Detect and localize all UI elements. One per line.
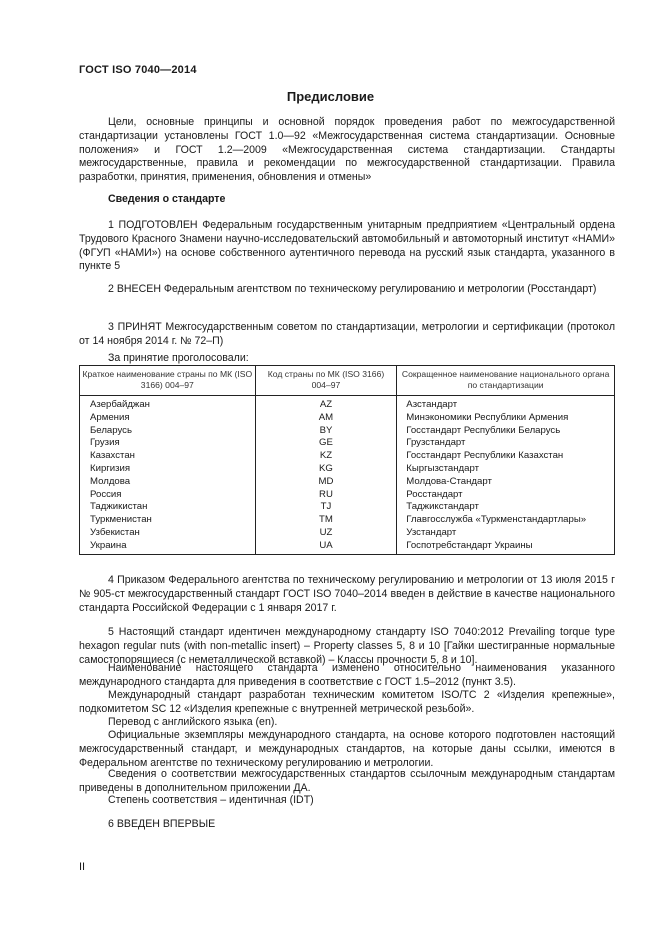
page-title: Предисловие: [286, 89, 375, 104]
column-header-country: Краткое наименование страны по МК (ISO 3166) 004–97: [80, 366, 256, 396]
cell-country: Грузия: [80, 437, 256, 450]
cell-body: Минэкономики Республики Армения: [397, 412, 615, 425]
table-row: [80, 527, 615, 540]
cell-country: Молдова: [80, 476, 256, 489]
cell-code: KG: [255, 463, 397, 476]
table-row: [80, 514, 615, 527]
table-row: [80, 540, 615, 554]
item-5-conformity-note: Сведения о соответствии межгосударственных стандартов ссылочным международным стандартам приведены в дополнительном приложении ДА.: [79, 768, 615, 794]
cell-code: KZ: [255, 450, 397, 463]
cell-body: Госстандарт Республики Казахстан: [397, 450, 615, 463]
item-4-paragraph: 4 Приказом Федерального агентства по техническому регулированию и метрологии от 13 июля 2015 г № 905-ст межгосударственный стандарт ГОСТ ISO 7040–2014 введен в действие в качестве национального стандарта Российской Федерации с 1 января 2017 г.: [79, 574, 615, 614]
item-5-degree-note: Степень соответствия – идентичная (IDT): [108, 794, 314, 806]
table-row: [80, 489, 615, 502]
table-row: [80, 501, 615, 514]
item-5-paragraph: 5 Настоящий стандарт идентичен международному стандарту ISO 7040:2012 Prevailing torque type hexagon regular nuts (with non-metallic insert) – Property classes 5, 8 и 10 [Гайки шестигранные нормальные самостопорящиеся (с неметаллической вставкой) – Классы прочности 5, 8 и 10].: [79, 626, 615, 666]
cell-country: Россия: [80, 489, 256, 502]
table-row: [80, 437, 615, 450]
cell-body: Азстандарт: [397, 396, 615, 412]
cell-code: MD: [255, 476, 397, 489]
item-2-paragraph: 2 ВНЕСЕН Федеральным агентством по техническому регулированию и метрологии (Росстандарт): [108, 283, 597, 295]
cell-body: Росстандарт: [397, 489, 615, 502]
cell-body: Грузстандарт: [397, 437, 615, 450]
cell-country: Казахстан: [80, 450, 256, 463]
document-header: ГОСТ ISO 7040—2014: [79, 64, 197, 76]
page-number: II: [79, 861, 86, 873]
cell-country: Киргизия: [80, 463, 256, 476]
cell-code: GE: [255, 437, 397, 450]
voted-label: За принятие проголосовали:: [108, 352, 249, 364]
cell-country: Узбекистан: [80, 527, 256, 540]
table-row: [80, 396, 615, 412]
intro-paragraph: Цели, основные принципы и основной порядок проведения работ по межгосударственной стандартизации установлены ГОСТ 1.0—92 «Межгосударственная система стандартизации. Основные положения» и ГОСТ 1.2—2009 «Межгосударственная система стандартизации. Стандарты межгосударственные, правила и рекомендации по межгосударственной стандартизации. Правила разработки, принятия, применения, обновления и отмены»: [79, 116, 615, 184]
item-3-paragraph: 3 ПРИНЯТ Межгосударственным советом по стандартизации, метрологии и сертификации (протокол от 14 ноября 2014 г. № 72–П): [79, 321, 615, 347]
table-row: [80, 476, 615, 489]
cell-body: Кыргызстандарт: [397, 463, 615, 476]
cell-body: Молдова-Стандарт: [397, 476, 615, 489]
cell-country: Туркменистан: [80, 514, 256, 527]
cell-code: UA: [255, 540, 397, 554]
cell-body: Узстандарт: [397, 527, 615, 540]
voting-table: [79, 365, 615, 555]
cell-body: Главгосслужба «Туркменстандартлары»: [397, 514, 615, 527]
table-row: [80, 425, 615, 438]
column-header-code: Код страны по МК (ISO 3166) 004–97: [255, 366, 397, 396]
section-heading: Сведения о стандарте: [108, 193, 226, 205]
cell-body: Таджикстандарт: [397, 501, 615, 514]
cell-code: TM: [255, 514, 397, 527]
cell-code: AM: [255, 412, 397, 425]
cell-body: Госстандарт Республики Беларусь: [397, 425, 615, 438]
cell-code: UZ: [255, 527, 397, 540]
cell-country: Беларусь: [80, 425, 256, 438]
table-row: [80, 412, 615, 425]
cell-code: RU: [255, 489, 397, 502]
table-header-row: [80, 366, 615, 396]
table-row: [80, 463, 615, 476]
cell-country: Армения: [80, 412, 256, 425]
cell-country: Украина: [80, 540, 256, 554]
cell-body: Госпотребстандарт Украины: [397, 540, 615, 554]
item-5-official-copies-note: Официальные экземпляры международного стандарта, на основе которого подготовлен настоящий межгосударственный стандарт, и международных стандартов, на которые даны ссылки, имеются в Федеральном агентстве по техническому регулированию и метрологии.: [79, 729, 615, 769]
item-5-committee-note: Международный стандарт разработан техническим комитетом ISO/TC 2 «Изделия крепежные», подкомитетом SC 12 «Изделия крепежные с внутренней метрической резьбой».: [79, 689, 615, 715]
cell-code: AZ: [255, 396, 397, 412]
cell-country: Таджикистан: [80, 501, 256, 514]
cell-code: TJ: [255, 501, 397, 514]
table-row: [80, 450, 615, 463]
cell-code: BY: [255, 425, 397, 438]
column-header-body: Сокращенное наименование национального органа по стандартизации: [397, 366, 615, 396]
item-5-name-note: Наименование настоящего стандарта изменено относительно наименования указанного международного стандарта для приведения в соответствие с ГОСТ 1.5–2012 (пункт 3.5).: [79, 662, 615, 688]
item-1-paragraph: 1 ПОДГОТОВЛЕН Федеральным государственным унитарным предприятием «Центральный ордена Трудового Красного Знамени научно-исследовательский автомобильный и автомоторный институт «НАМИ» (ФГУП «НАМИ») на основе собственного аутентичного перевода на русский язык стандарта, указанного в пункте 5: [79, 219, 615, 273]
item-6-paragraph: 6 ВВЕДЕН ВПЕРВЫЕ: [108, 818, 216, 830]
item-5-translation-note: Перевод с английского языка (en).: [108, 716, 278, 728]
cell-country: Азербайджан: [80, 396, 256, 412]
